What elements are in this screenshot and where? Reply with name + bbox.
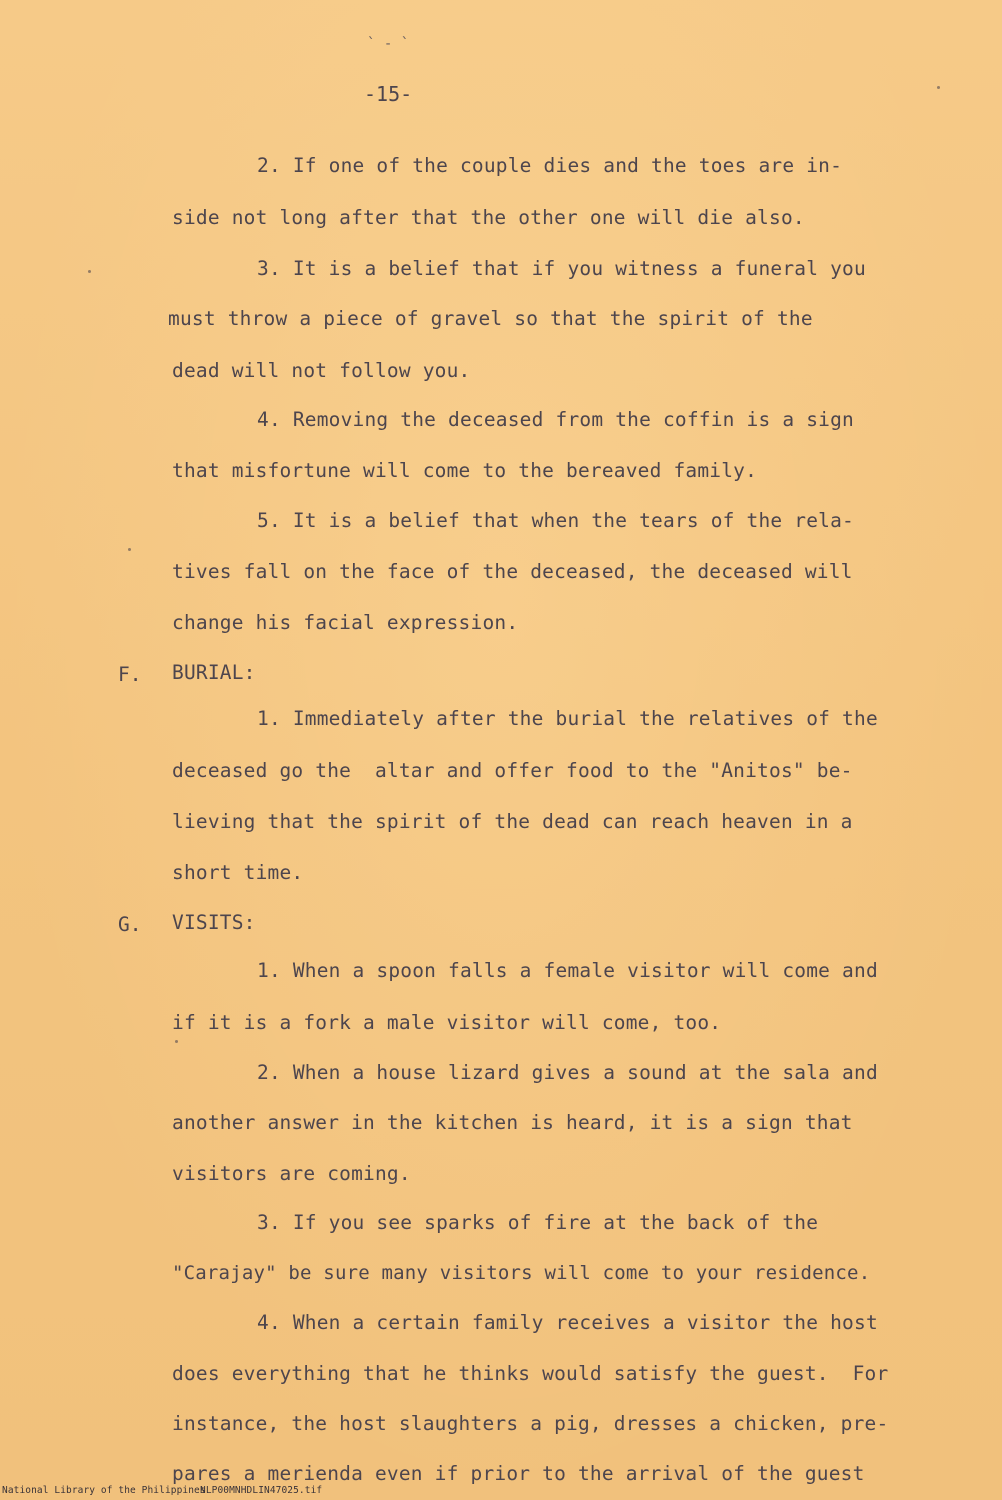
text-line: 2. If one of the couple dies and the toes are in- bbox=[257, 154, 843, 177]
text-line: side not long after that the other one will die also. bbox=[172, 206, 805, 229]
section-heading-visits: VISITS: bbox=[172, 911, 256, 934]
text-line: that misfortune will come to the bereaved family. bbox=[172, 459, 758, 482]
text-line: "Carajay" be sure many visitors will come to your residence. bbox=[172, 1262, 871, 1284]
text-line: 4. When a certain family receives a visitor the host bbox=[257, 1311, 878, 1334]
text-line: must throw a piece of gravel so that the spirit of the bbox=[168, 307, 813, 330]
section-letter-g: G. bbox=[118, 913, 142, 936]
paper-speck bbox=[175, 1040, 178, 1043]
page-number: -15- bbox=[364, 82, 413, 106]
paper-speck bbox=[937, 86, 940, 89]
text-line: another answer in the kitchen is heard, it is a sign that bbox=[172, 1111, 853, 1134]
paper-speck bbox=[128, 548, 131, 551]
text-line: pares a merienda even if prior to the arrival of the guest bbox=[172, 1462, 865, 1485]
section-heading-burial: BURIAL: bbox=[172, 661, 256, 684]
header-tick-mark: ` - ` bbox=[367, 36, 410, 52]
footer-library-credit: National Library of the Philippines bbox=[2, 1485, 206, 1496]
text-line: visitors are coming. bbox=[172, 1162, 411, 1185]
footer-file-name: NLP00MNHDLIN47025.tif bbox=[200, 1485, 323, 1496]
text-line: does everything that he thinks would satisfy the guest. For bbox=[172, 1362, 889, 1385]
text-line: tives fall on the face of the deceased, the deceased will bbox=[172, 560, 853, 583]
text-line: lieving that the spirit of the dead can reach heaven in a bbox=[172, 810, 853, 833]
text-line: instance, the host slaughters a pig, dresses a chicken, pre- bbox=[172, 1412, 889, 1435]
text-line: dead will not follow you. bbox=[172, 359, 471, 382]
text-line: 5. It is a belief that when the tears of the rela- bbox=[257, 509, 854, 532]
section-letter-f: F. bbox=[118, 663, 142, 686]
text-line: deceased go the altar and offer food to the "Anitos" be- bbox=[172, 759, 853, 782]
text-line: 4. Removing the deceased from the coffin is a sign bbox=[257, 408, 854, 431]
text-line: if it is a fork a male visitor will come, too. bbox=[172, 1011, 722, 1034]
text-line: 3. It is a belief that if you witness a funeral you bbox=[257, 257, 866, 280]
text-line: 1. When a spoon falls a female visitor will come and bbox=[257, 959, 878, 982]
text-line: 3. If you see sparks of fire at the back of the bbox=[257, 1211, 819, 1234]
text-line: change his facial expression. bbox=[172, 611, 519, 634]
text-line: 1. Immediately after the burial the relatives of the bbox=[257, 707, 878, 730]
paper-speck bbox=[88, 270, 91, 273]
text-line: 2. When a house lizard gives a sound at the sala and bbox=[257, 1061, 878, 1084]
text-line: short time. bbox=[172, 861, 304, 884]
